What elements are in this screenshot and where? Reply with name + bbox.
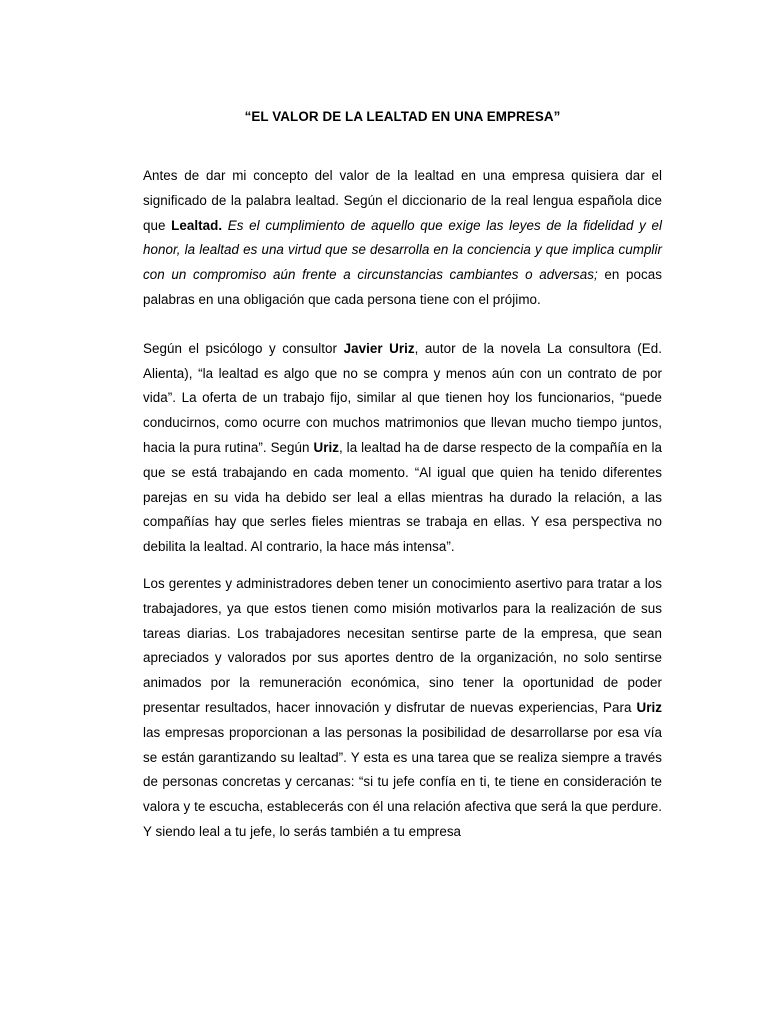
term-lealtad: Lealtad. bbox=[171, 217, 223, 233]
document-title: “EL VALOR DE LA LEALTAD EN UNA EMPRESA” bbox=[244, 109, 561, 124]
paragraph-text: , la lealtad ha de darse respecto de la compañía en la que se está trabajando en cada momento. “Al igual que quien ha tenido diferentes parejas en su vida ha debido ser leal a ellas mientras ha durado la relación, a las compañías hay que serles fieles mientras se trabaja en ellas. Y esa perspectiva no debilita la lealtad. Al contrario, la hace más intensa”. bbox=[143, 439, 662, 555]
paragraph-definition bbox=[143, 164, 662, 313]
author-name: Uriz bbox=[636, 699, 662, 715]
paragraph-managers bbox=[143, 572, 662, 845]
document-page bbox=[143, 106, 662, 845]
author-name: Javier Uriz bbox=[343, 340, 415, 356]
paragraph-text: Antes de dar mi concepto del valor de la lealtad en una empresa quisiera dar el significado de la palabra lealtad. Según el diccionario de la real lengua española dice que bbox=[143, 168, 662, 233]
paragraph-text: , autor de la novela La consultora (Ed. Alienta), “la lealtad es algo que no se compra y menos aún con un contrato de por vida”. La oferta de un trabajo fijo, similar al que tienen hoy los funcionarios, “puede conducirnos, como ocurre con muchos matrimonios que llevan mucho tiempo juntos, hacia la pura rutina”. Según bbox=[143, 340, 662, 455]
paragraph-uriz-quote bbox=[143, 337, 662, 560]
paragraph-text: las empresas proporcionan a las personas la posibilidad de desarrollarse por esa vía se están garantizando su lealtad”. Y esta es una tarea que se realiza siempre a través de personas concretas y cercanas: “si tu jefe confía en ti, te tiene en consideración te valora y te escucha, establecerás con él una relación afectiva que será la que perdure. Y siendo leal a tu jefe, lo serás también a tu empresa bbox=[143, 724, 662, 839]
author-name: Uriz bbox=[313, 439, 339, 455]
paragraph-text: Los gerentes y administradores deben tener un conocimiento asertivo para tratar a los trabajadores, ya que estos tienen como misión motivarlos para la realización de sus tareas diarias. Los trabajadores necesitan sentirse parte de la empresa, que sean apreciados y valorados por sus aportes dentro de la organización, no solo sentirse animados por la remuneración económica, sino tener la oportunidad de poder presentar resultados, hacer innovación y disfrutar de nuevas experiencias, Para bbox=[143, 575, 662, 715]
paragraph-text: en pocas palabras en una obligación que cada persona tiene con el prójimo. bbox=[143, 267, 662, 307]
paragraph-text: Según el psicólogo y consultor bbox=[143, 340, 344, 356]
definition-quote: Es el cumplimiento de aquello que exige las leyes de la fidelidad y el honor, la lealtad es una virtud que se desarrolla en la conciencia y que implica cumplir con un compromiso aún frente a circunstancias cambiantes o adversas; bbox=[143, 217, 662, 283]
